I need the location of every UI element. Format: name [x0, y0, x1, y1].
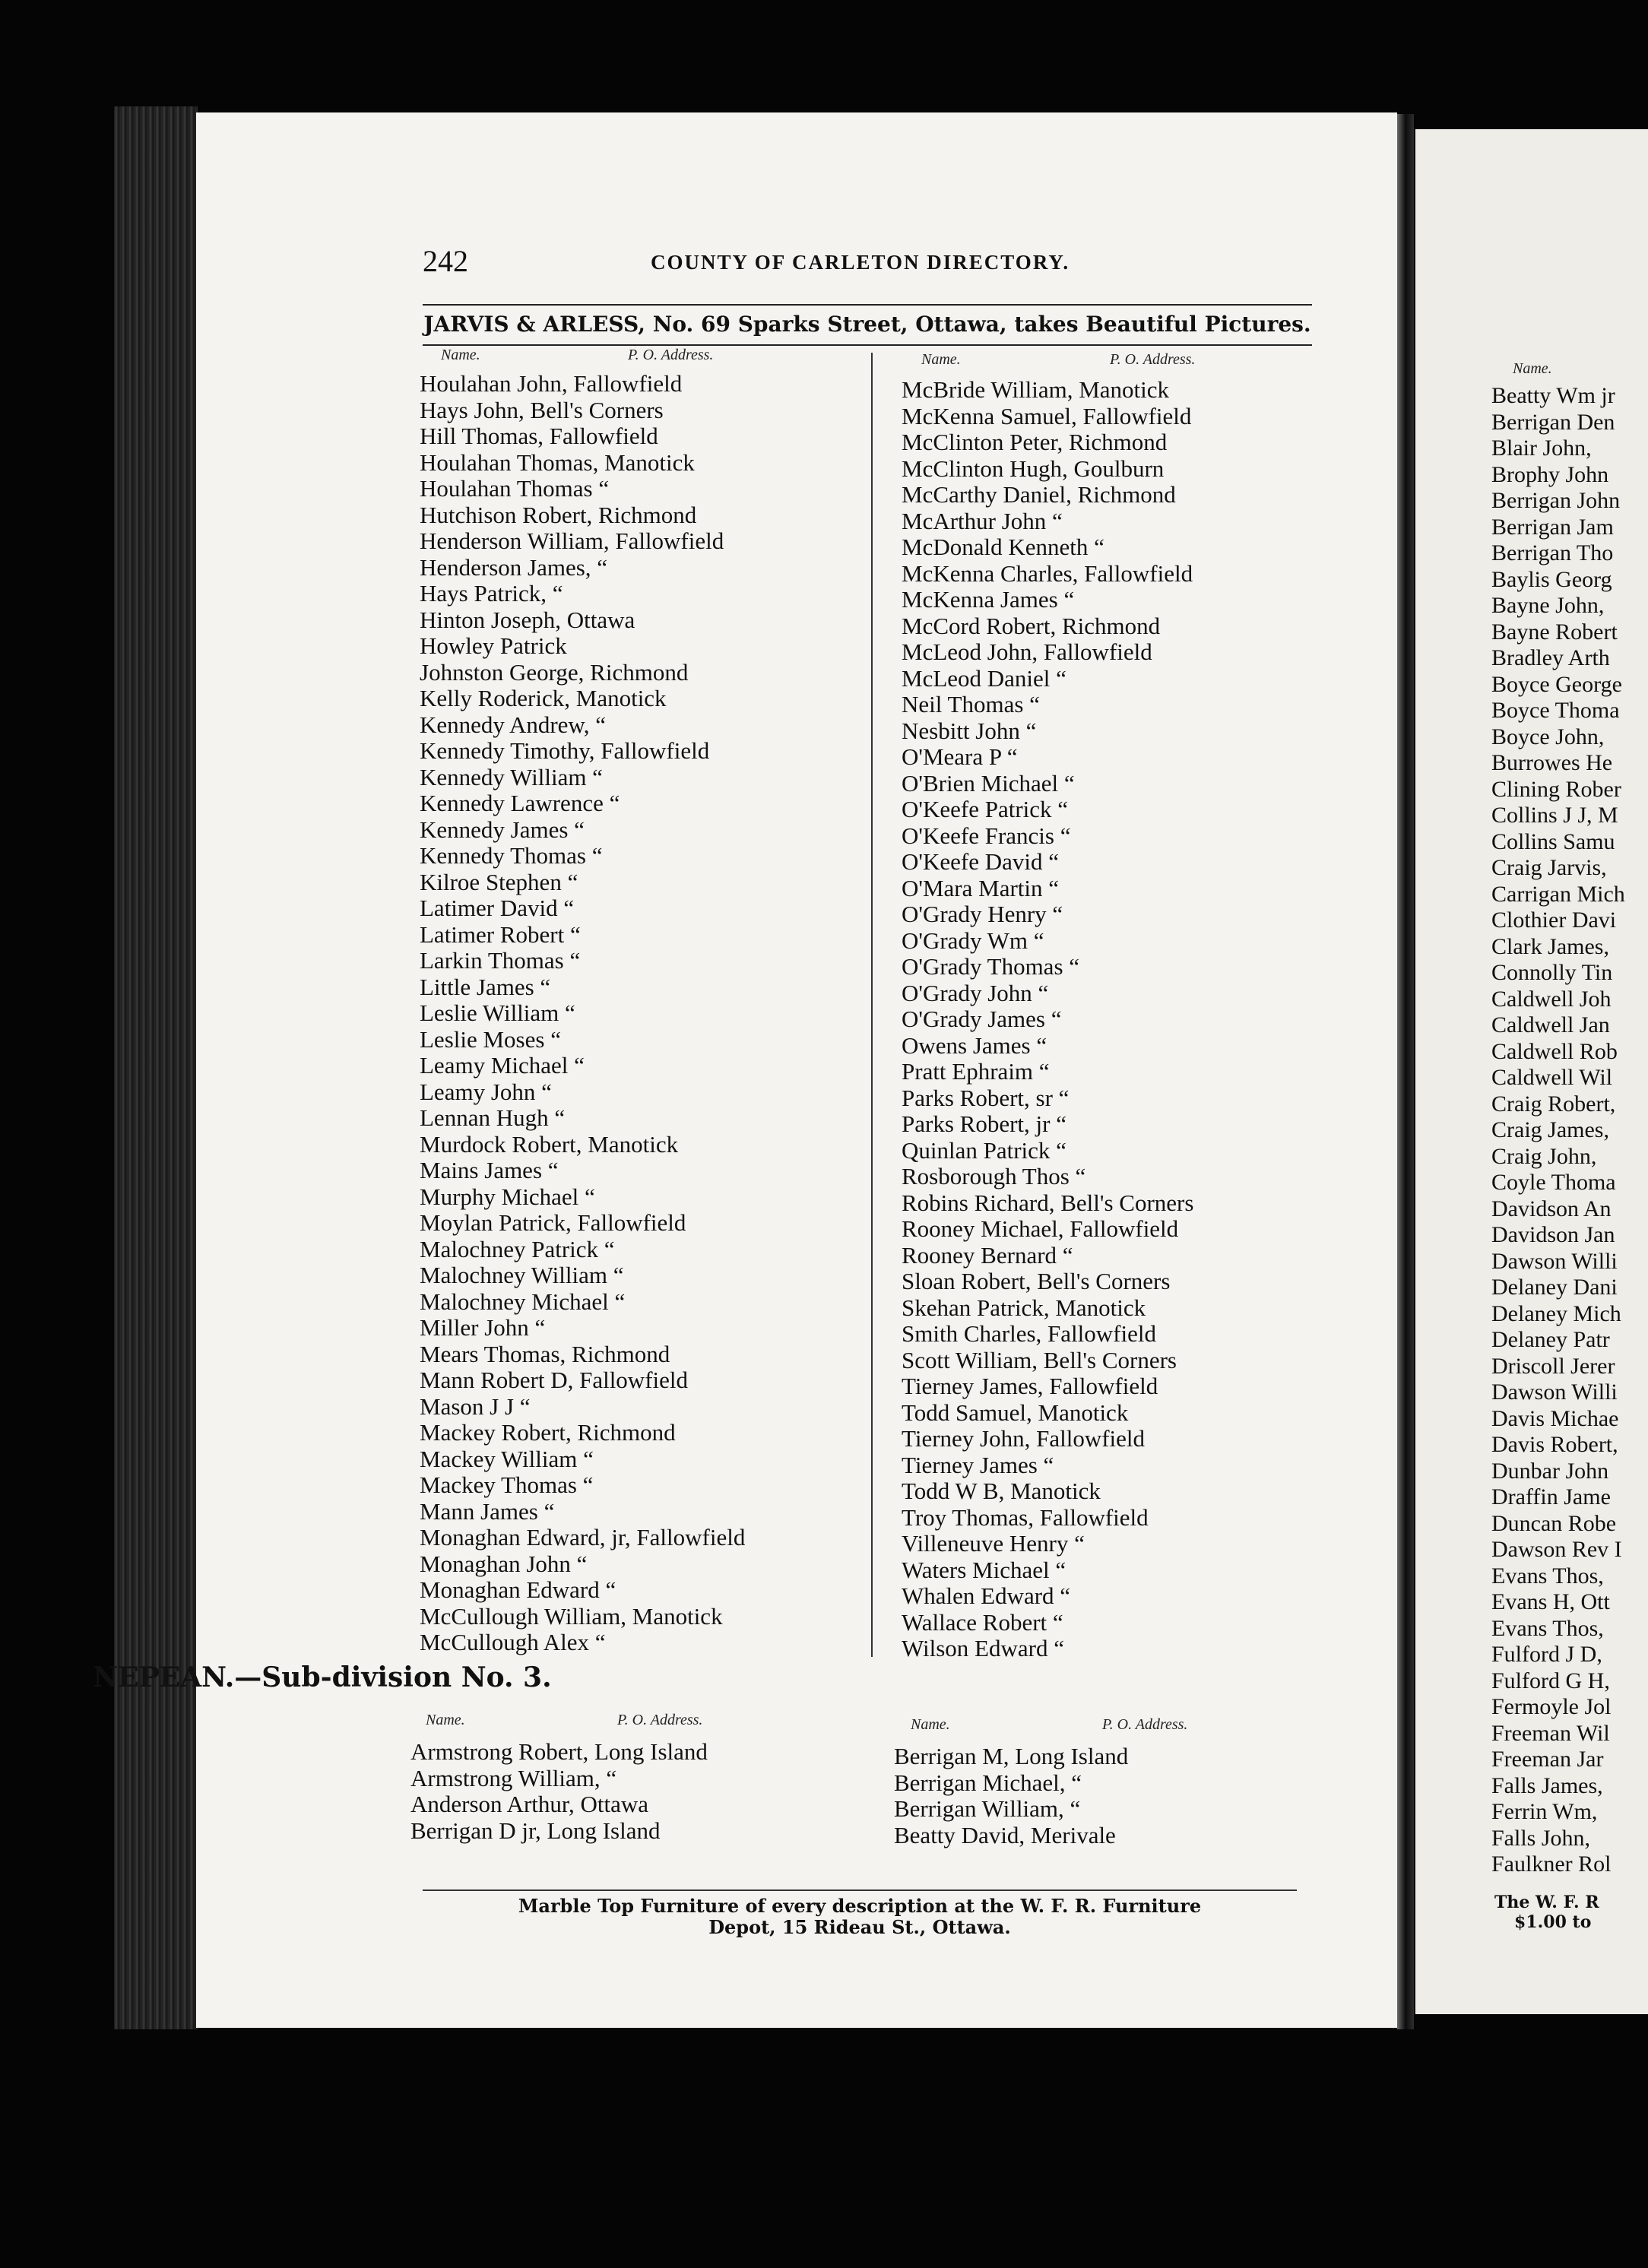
section-left-column: [410, 1739, 708, 1844]
directory-entry: Blair John,: [1491, 436, 1592, 461]
facing-ad-line-2: $1.00 to: [1514, 1912, 1592, 1932]
section-title: [0, 1661, 1648, 1693]
directory-entry: Craig Jarvis,: [1491, 855, 1607, 880]
bottom-advertisement: [423, 1889, 1297, 1938]
directory-entry: Connolly Tin: [1491, 960, 1613, 985]
directory-entry: Bradley Arth: [1491, 645, 1610, 670]
directory-entry: Fulford G H,: [1491, 1668, 1610, 1693]
directory-entry: Quinlan Patrick “: [902, 1136, 1066, 1164]
section-left-name-header: Name.: [426, 1712, 465, 1728]
directory-entry: Mackey William “: [420, 1445, 594, 1472]
directory-entry: Wilson Edward “: [902, 1635, 1064, 1661]
directory-entry: Mackey Thomas “: [420, 1471, 594, 1498]
directory-entry: Beatty David, Merivale: [894, 1821, 1116, 1848]
directory-entry: Larkin Thomas “: [420, 947, 581, 974]
top-advertisement: JARVIS & ARLESS, No. 69 Sparks Street, Ottawa, takes Beautiful Pictures.: [423, 304, 1312, 346]
directory-entry: Dawson Willi: [1491, 1379, 1618, 1405]
section-right-name-header: Name.: [911, 1716, 950, 1733]
directory-entry: Henderson William, Fallowfield: [420, 527, 724, 554]
directory-entry: O'Mara Martin “: [902, 874, 1060, 901]
facing-page-column: [1491, 383, 1625, 1878]
section-right-column: [894, 1744, 1128, 1848]
directory-entry: O'Meara P “: [902, 743, 1018, 770]
directory-entry: McCord Robert, Richmond: [902, 612, 1161, 639]
directory-entry: Craig James,: [1491, 1117, 1609, 1142]
directory-entry: Kilroe Stephen “: [420, 868, 578, 895]
directory-entry: O'Grady Thomas “: [902, 953, 1080, 980]
facing-ad-line-1: The W. F. R: [1494, 1893, 1599, 1912]
directory-entry: Miller John “: [420, 1314, 546, 1341]
directory-entry: Mann Robert D, Fallowfield: [420, 1367, 689, 1393]
directory-entry: Murphy Michael “: [420, 1183, 595, 1210]
directory-entry: Berrigan Tho: [1491, 540, 1614, 565]
directory-entry: Armstrong William, “: [410, 1764, 617, 1791]
directory-entry: Draffin Jame: [1491, 1484, 1611, 1509]
directory-entry: Moylan Patrick, Fallowfield: [420, 1209, 686, 1236]
directory-entry: Freeman Wil: [1491, 1720, 1610, 1746]
directory-entry: Burrowes He: [1491, 750, 1613, 775]
directory-entry: McCullough William, Manotick: [420, 1602, 723, 1630]
left-directory-column: [420, 371, 745, 1656]
directory-entry: Rosborough Thos “: [902, 1163, 1086, 1189]
directory-entry: McKenna James “: [902, 586, 1075, 613]
directory-entry: Boyce John,: [1491, 724, 1605, 749]
directory-entry: McClinton Peter, Richmond: [902, 429, 1168, 455]
directory-entry: Villeneuve Henry “: [902, 1530, 1085, 1557]
directory-entry: Scott William, Bell's Corners: [902, 1346, 1177, 1373]
directory-entry: Wallace Robert “: [902, 1608, 1063, 1636]
directory-entry: Leslie Moses “: [420, 1025, 561, 1053]
directory-entry: Evans Thos,: [1491, 1563, 1604, 1589]
directory-entry: Davidson Jan: [1491, 1222, 1615, 1247]
directory-entry: Dawson Rev I: [1491, 1537, 1622, 1562]
directory-entry: O'Grady John “: [902, 979, 1049, 1006]
directory-entry: Clining Rober: [1491, 776, 1621, 802]
directory-entry: Leamy John “: [420, 1078, 552, 1105]
directory-entry: Dunbar John: [1491, 1458, 1609, 1484]
directory-entry: Clothier Davi: [1491, 908, 1617, 933]
directory-entry: Brophy John: [1491, 461, 1609, 487]
left-page: [196, 112, 1397, 2028]
directory-entry: Kennedy James “: [420, 816, 585, 843]
directory-entry: Tierney James, Fallowfield: [902, 1373, 1158, 1399]
directory-entry: Bayne Robert: [1491, 619, 1618, 645]
directory-entry: Mears Thomas, Richmond: [420, 1340, 670, 1367]
directory-entry: Mason J J “: [420, 1392, 531, 1420]
book-page-edges: [114, 106, 198, 2029]
directory-entry: McKenna Charles, Fallowfield: [902, 559, 1193, 587]
directory-entry: Henderson James, “: [420, 553, 608, 581]
directory-entry: Berrigan Jam: [1491, 514, 1614, 540]
directory-entry: Davidson An: [1491, 1196, 1612, 1221]
directory-entry: Beatty Wm jr: [1491, 383, 1615, 408]
directory-entry: Howley Patrick: [420, 632, 567, 659]
running-title: COUNTY OF CARLETON DIRECTORY.: [651, 251, 1070, 274]
page-number: 242: [423, 244, 468, 278]
section-right-address-header: P. O. Address.: [1102, 1716, 1188, 1733]
directory-entry: Hill Thomas, Fallowfield: [420, 423, 658, 449]
directory-entry: Mann James “: [420, 1497, 555, 1525]
directory-entry: Freeman Jar: [1491, 1747, 1604, 1772]
directory-entry: Fermoyle Jol: [1491, 1694, 1612, 1719]
facing-page-advertisement: [1494, 1893, 1599, 1932]
directory-entry: Kennedy Thomas “: [420, 842, 603, 869]
directory-entry: Bayne John,: [1491, 593, 1605, 618]
directory-entry: Anderson Arthur, Ottawa: [410, 1791, 648, 1817]
directory-entry: Whalen Edward “: [902, 1582, 1071, 1609]
directory-entry: Delaney Mich: [1491, 1300, 1621, 1326]
directory-entry: Delaney Patr: [1491, 1327, 1610, 1352]
directory-entry: Kennedy Lawrence “: [420, 790, 620, 816]
directory-entry: Berrigan D jr, Long Island: [410, 1817, 661, 1844]
directory-entry: Monaghan Edward, jr, Fallowfield: [420, 1524, 746, 1551]
directory-entry: Malochney Patrick “: [420, 1235, 615, 1262]
directory-entry: Fulford J D,: [1491, 1642, 1602, 1667]
directory-entry: Caldwell Jan: [1491, 1012, 1610, 1037]
directory-entry: Evans H, Ott: [1491, 1589, 1610, 1614]
directory-entry: Skehan Patrick, Manotick: [902, 1294, 1146, 1321]
directory-entry: Falls John,: [1491, 1825, 1591, 1851]
directory-entry: O'Grady Henry “: [902, 901, 1063, 927]
directory-entry: Ferrin Wm,: [1491, 1799, 1598, 1824]
directory-entry: Hutchison Robert, Richmond: [420, 501, 697, 528]
directory-entry: O'Grady James “: [902, 1006, 1062, 1032]
directory-entry: O'Keefe Francis “: [902, 822, 1071, 849]
directory-entry: Houlahan John, Fallowfield: [420, 370, 683, 397]
directory-entry: Berrigan John: [1491, 488, 1621, 513]
directory-entry: Dawson Willi: [1491, 1248, 1618, 1274]
directory-entry: Troy Thomas, Fallowfield: [902, 1503, 1149, 1531]
directory-entry: Houlahan Thomas, Manotick: [420, 448, 695, 476]
directory-entry: McLeod John, Fallowfield: [902, 638, 1152, 665]
directory-entry: Little James “: [420, 973, 551, 1000]
directory-entry: Berrigan Michael, “: [894, 1769, 1082, 1796]
directory-entry: Houlahan Thomas “: [420, 475, 610, 502]
directory-entry: O'Brien Michael “: [902, 769, 1075, 797]
directory-entry: Caldwell Wil: [1491, 1065, 1613, 1090]
directory-entry: Delaney Dani: [1491, 1275, 1618, 1300]
directory-entry: Nesbitt John “: [902, 717, 1037, 744]
directory-entry: McBride William, Manotick: [902, 376, 1170, 403]
facing-page-name-header: Name.: [1513, 360, 1552, 377]
directory-entry: Hinton Joseph, Ottawa: [420, 606, 635, 633]
column-divider: [871, 353, 873, 1657]
directory-entry: Malochney Michael “: [420, 1288, 626, 1315]
directory-entry: Boyce George: [1491, 671, 1622, 697]
directory-entry: McKenna Samuel, Fallowfield: [902, 402, 1192, 429]
directory-entry: Parks Robert, jr “: [902, 1110, 1066, 1137]
directory-entry: Armstrong Robert, Long Island: [410, 1738, 708, 1765]
directory-entry: Mackey Robert, Richmond: [420, 1419, 676, 1446]
directory-entry: Parks Robert, sr “: [902, 1084, 1070, 1111]
directory-entry: Monaghan Edward “: [420, 1576, 616, 1603]
directory-entry: McCullough Alex “: [420, 1629, 606, 1655]
directory-entry: McClinton Hugh, Goulburn: [902, 455, 1165, 482]
directory-entry: McLeod Daniel “: [902, 664, 1066, 692]
directory-entry: Tierney John, Fallowfield: [902, 1425, 1146, 1452]
directory-entry: Hays John, Bell's Corners: [420, 396, 664, 423]
directory-entry: Lennan Hugh “: [420, 1104, 566, 1131]
section-left-address-header: P. O. Address.: [617, 1712, 703, 1728]
directory-entry: Waters Michael “: [902, 1556, 1066, 1583]
directory-entry: Mains James “: [420, 1157, 559, 1183]
directory-entry: Craig John,: [1491, 1143, 1597, 1169]
directory-entry: Tierney James “: [902, 1451, 1054, 1478]
directory-entry: Caldwell Joh: [1491, 986, 1612, 1012]
directory-entry: Collins J J, M: [1491, 803, 1618, 828]
directory-entry: Smith Charles, Fallowfield: [902, 1320, 1156, 1347]
directory-entry: Malochney William “: [420, 1262, 624, 1288]
directory-entry: Todd W B, Manotick: [902, 1478, 1101, 1504]
directory-entry: Berrigan William, “: [894, 1795, 1081, 1822]
directory-entry: Carrigan Mich: [1491, 881, 1625, 907]
directory-entry: Monaghan John “: [420, 1550, 588, 1577]
directory-entry: Craig Robert,: [1491, 1091, 1616, 1117]
directory-entry: Neil Thomas “: [902, 691, 1040, 717]
directory-entry: Driscoll Jerer: [1491, 1353, 1615, 1379]
directory-entry: Owens James “: [902, 1031, 1047, 1059]
book-gutter: [1397, 114, 1414, 2029]
directory-entry: Coyle Thoma: [1491, 1170, 1616, 1195]
directory-entry: Kennedy Andrew, “: [420, 711, 607, 738]
directory-entry: Robins Richard, Bell's Corners: [902, 1189, 1194, 1216]
directory-entry: Davis Michae: [1491, 1405, 1619, 1431]
directory-entry: Davis Robert,: [1491, 1432, 1618, 1457]
directory-entry: O'Grady Wm “: [902, 927, 1044, 954]
directory-entry: Rooney Michael, Fallowfield: [902, 1215, 1179, 1242]
directory-entry: McCarthy Daniel, Richmond: [902, 481, 1176, 508]
middle-directory-column: [902, 377, 1193, 1662]
middle-name-header: Name.: [921, 351, 961, 368]
middle-address-header: P. O. Address.: [1110, 351, 1196, 368]
directory-entry: Leslie William “: [420, 999, 575, 1026]
directory-entry: Kelly Roderick, Manotick: [420, 685, 667, 711]
directory-entry: McDonald Kenneth “: [902, 534, 1104, 560]
directory-entry: Berrigan M, Long Island: [894, 1743, 1129, 1769]
directory-entry: Evans Thos,: [1491, 1615, 1604, 1641]
directory-entry: Johnston George, Richmond: [420, 658, 689, 686]
directory-entry: Boyce Thoma: [1491, 698, 1620, 723]
left-address-header: P. O. Address.: [628, 347, 714, 363]
directory-entry: Falls James,: [1491, 1772, 1603, 1798]
directory-entry: Rooney Bernard “: [902, 1241, 1073, 1269]
directory-entry: O'Keefe Patrick “: [902, 796, 1069, 822]
directory-entry: Collins Samu: [1491, 828, 1615, 854]
bottom-ad-line-1: Marble Top Furniture of every description at the W. F. R. Furniture: [518, 1895, 1202, 1917]
directory-entry: Baylis Georg: [1491, 566, 1612, 592]
bottom-ad-line-2: Depot, 15 Rideau St., Ottawa.: [708, 1916, 1011, 1938]
directory-entry: O'Keefe David “: [902, 848, 1059, 875]
directory-entry: Latimer David “: [420, 895, 575, 921]
section-title-text: NEPEAN.—Sub-division No. 3.: [93, 1661, 552, 1693]
directory-entry: Pratt Ephraim “: [902, 1058, 1050, 1085]
directory-entry: Murdock Robert, Manotick: [420, 1130, 679, 1158]
left-name-header: Name.: [441, 347, 480, 363]
directory-entry: Caldwell Rob: [1491, 1038, 1618, 1064]
directory-entry: Faulkner Rol: [1491, 1851, 1612, 1877]
directory-entry: Todd Samuel, Manotick: [902, 1398, 1129, 1426]
directory-entry: Leamy Michael “: [420, 1052, 585, 1079]
directory-entry: Clark James,: [1491, 933, 1609, 959]
directory-entry: Latimer Robert “: [420, 920, 581, 948]
directory-entry: Duncan Robe: [1491, 1510, 1617, 1536]
directory-entry: Hays Patrick, “: [420, 580, 563, 607]
directory-entry: Kennedy William “: [420, 763, 603, 790]
directory-entry: McArthur John “: [902, 507, 1063, 534]
directory-entry: Kennedy Timothy, Fallowfield: [420, 737, 710, 764]
directory-entry: Sloan Robert, Bell's Corners: [902, 1268, 1171, 1294]
directory-entry: Berrigan Den: [1491, 409, 1615, 435]
